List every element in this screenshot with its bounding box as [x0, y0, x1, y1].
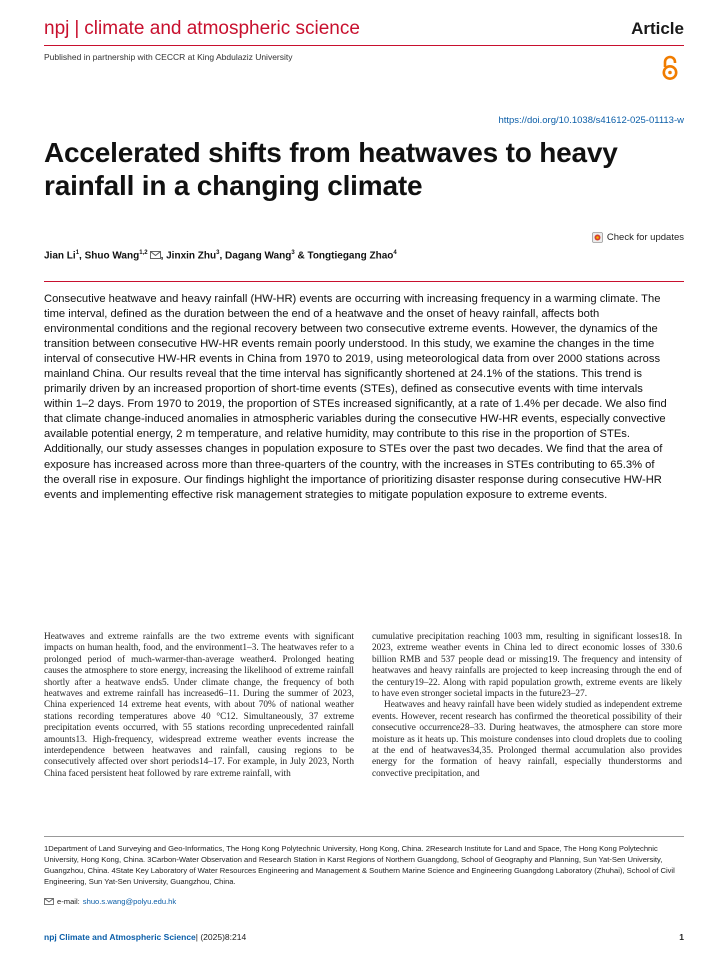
update-badge-icon: [592, 232, 603, 243]
author-separator: ,: [219, 250, 226, 262]
partnership-note: Published in partnership with CECCR at King Abdulaziz University: [44, 52, 293, 62]
check-for-updates-button[interactable]: [592, 230, 684, 244]
body-column-right: [372, 632, 682, 780]
footer-journal-name[interactable]: npj Climate and Atmospheric Science: [44, 932, 196, 942]
article-type-label: Article: [631, 19, 684, 38]
author-affiliation-ref: 3: [291, 250, 295, 256]
header-divider: [44, 45, 684, 46]
envelope-icon: [44, 898, 54, 905]
footnote-divider: [44, 836, 684, 837]
page-number: 1: [679, 932, 684, 942]
doi-link[interactable]: https://doi.org/10.1038/s41612-025-01113-w: [498, 115, 684, 126]
journal-header: [44, 17, 684, 41]
author-separator: ,: [79, 250, 85, 262]
envelope-icon[interactable]: [150, 251, 161, 259]
author-affiliation-ref: 1: [75, 250, 80, 256]
author-list: [44, 250, 397, 261]
body-paragraph: Heatwaves and heavy rainfall have been widely studied as independent extreme events. However, recent research has confirmed the theoretical possibility of their consecutive occurrence28–33. During heatwaves, the atmosphere can store more moisture as it heats up. This moisture condenses into cloud droplets due to cooling at the end of heatwaves34,35. Prolonged thermal accumulation also provides energy for the formation of heavy rainfall, especially thunderstorms and convective precipitation, and: [372, 700, 682, 779]
author-name[interactable]: Shuo Wang: [84, 250, 140, 262]
corresponding-email: [44, 897, 176, 906]
author-separator: &: [294, 250, 308, 262]
brand-npj: npj: [44, 18, 70, 39]
author-affiliation-ref: 4: [393, 250, 397, 256]
abstract: Consecutive heatwave and heavy rainfall (HW-HR) events are occurring with increasing frequency in a warming climate. The time interval, defined as the duration between the end of a heatwave and the onset of heavy rainfall, affects both environmental conditions and the regional recovery between two consecutive extreme events. However, the dynamics of the transition between consecutive HW-HR events remain poorly understood. In this study, we examine the changes in the time interval of consecutive HW-HR events in China from 1970 to 2019, using meteorological data from over 2000 stations across mainland China. Our results reveal that the time interval has significantly shortened at 24.1% of the stations. This trend is primarily driven by an increased proportion of short-time events (STEs), defined as consecutive events with time intervals within 1–2 days. From 1970 to 2019, the proportion of STEs increased significantly, at a rate of 1.4% per decade. We also find that climate change-induced anomalies in atmospheric variables during the consecutive HW-HR events, especially convective available potential energy, 2 m temperature, and relative humidity, may contribute to this rise in the proportion of STEs. Additionally, our study assesses changes in population exposure to STEs over the past two decades. We find that the area of exposure has increased across more than three-quarters of the country, with the increases in STEs contributing to 65.3% of the overall rise in exposure. Our findings highlight the importance of prioritizing disaster response during consecutive HW-HR events and implementing effective risk management strategies to mitigate population exposure to extreme events.: [44, 293, 667, 501]
email-label: e-mail:: [57, 897, 80, 906]
author-name[interactable]: Tongtiegang Zhao: [307, 250, 394, 262]
body-column-left: [44, 632, 354, 780]
author-affiliation-ref: 3: [216, 250, 220, 256]
brand-separator: |: [74, 18, 80, 39]
body-paragraph: Heatwaves and extreme rainfalls are the two extreme events with significant impacts on human health, food, and the environment1–3. The heatwaves refer to a prolonged period of much-warmer-than-average weather4. Prolonged heating causes the atmosphere to store energy, increasing the likelihood of extreme rainfall shortly after a heatwave ends5. Under climate change, the frequency of both heatwaves and extreme rainfall has increased6–11. During the summer of 2023, China experienced 14 extreme heat events, with about 70% of national weather stations recording temperatures above 40 °C12. Simultaneously, 37 extreme precipitation events occurred, with 55 stations recording unprecedented rainfall amounts13. High-frequency, widespread extreme weather events increase the interdependence between heatwaves and rainfall, causing regions to be consecutively affected over short periods14–17. For example, in July 2023, North China faced persistent heat followed by rare extreme rainfall, with: [44, 632, 354, 779]
authors-divider: [44, 281, 684, 282]
journal-brand[interactable]: [44, 17, 360, 41]
body-paragraph: cumulative precipitation reaching 1003 mm, resulting in significant losses18. In 2023, extreme weather events in China led to direct economic losses of 330.6 billion RMB and 537 people dead or missing19. The frequency and intensity of heatwaves and heavy rainfalls are projected to keep increasing through the end of the century19–22. Along with rapid population growth, extreme events are likely to have even stronger societal impacts in the future23–27.: [372, 632, 682, 700]
page-footer: [44, 932, 246, 942]
email-link[interactable]: shuo.s.wang@polyu.edu.hk: [82, 897, 177, 906]
brand-name: climate and atmospheric science: [84, 18, 360, 39]
footer-citation: | (2025)8:214: [195, 932, 247, 942]
author-affiliation-ref: 1,2: [139, 250, 148, 256]
open-access-icon[interactable]: [660, 55, 680, 81]
article-title: Accelerated shifts from heatwaves to heavy rainfall in a changing climate: [44, 137, 618, 201]
author-name[interactable]: Jinxin Zhu: [166, 250, 217, 262]
author-name[interactable]: Jian Li: [44, 250, 76, 262]
author-separator: ,: [160, 250, 167, 262]
affiliations: 1Department of Land Surveying and Geo-Informatics, The Hong Kong Polytechnic University, Hong Kong, China. 2Research Institute for Land and Space, The Hong Kong Polytechnic University, Hong Kong, China. 3Carbon-Water Observation and Research Station in Karst Regions of Northern Guangdong, School of Geography and Planning, Sun Yat-Sen University, Guangzhou, China. 4State Key Laboratory of Water Resources Engineering and Management & Southern Marine Science and Engineering Guangdong Laboratory (Zhuhai), School of Civil Engineering, Sun Yat-Sen University, Guangzhou, China.: [44, 844, 675, 886]
check-for-updates-label: Check for updates: [606, 231, 684, 243]
author-name[interactable]: Dagang Wang: [225, 250, 292, 262]
